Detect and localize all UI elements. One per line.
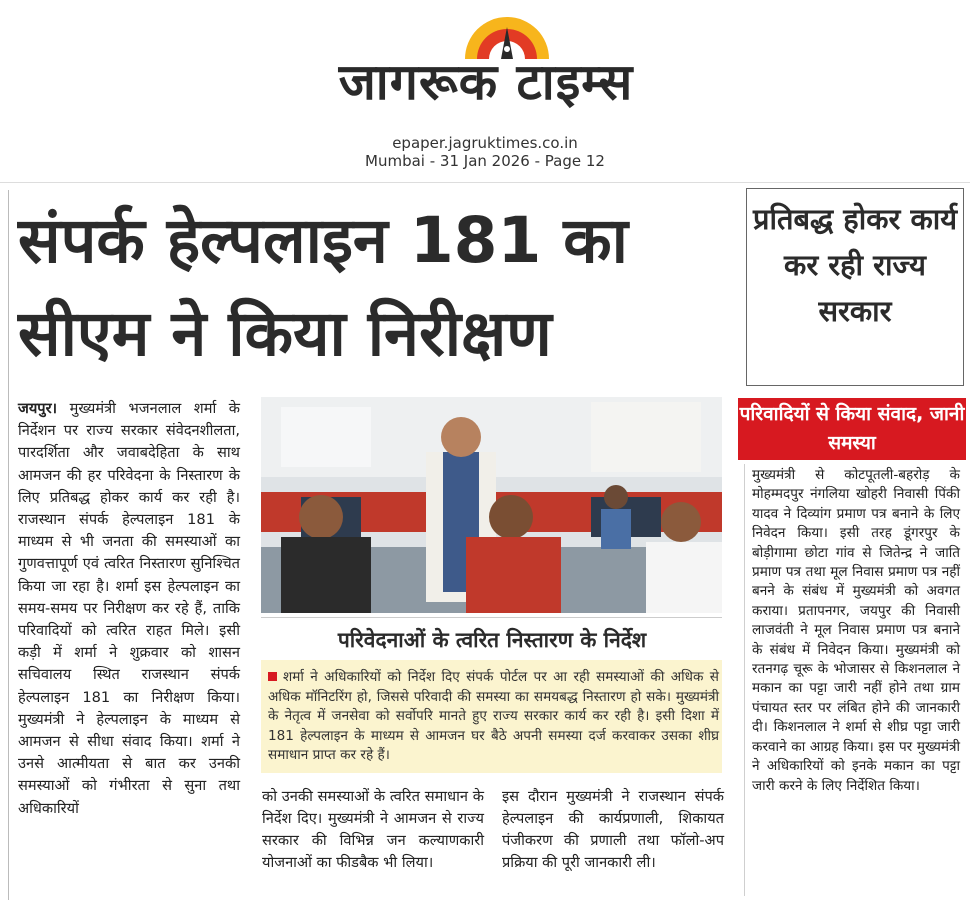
- logo-sun-icon: [461, 9, 553, 59]
- red-bullet-icon: [268, 672, 277, 681]
- headline-line-1: संपर्क हेल्पलाइन 181 का: [18, 204, 628, 277]
- header-divider: [0, 182, 970, 183]
- news-photo: [261, 397, 722, 613]
- highlight-text: [268, 668, 719, 766]
- right-column-body: मुख्यमंत्री से कोटपूतली-बहरोड़ के मोहम्मदपुर नंगलिया खोहरी निवासी पिंकी यादव ने दिव्यांग प्रमाण पत्र बनाने के लिए निवेदन किया। इसी तरह डूंगरपुर के बोड़ीगामा छोटा गांव से जितेन्द्र ने जाति प्रमाण पत्र तथा मूल निवास प्रमाण पत्र नहीं बनने के संबंध में मुख्यमंत्री को अवगत कराया। प्रतापनगर, जयपुर की निवासी लाजवंती ने मूल निवास प्रमाण पत्र बनाने के संबंध में निवेदन किया। मुख्यमंत्री को रतनगढ़ चूरू के भोजासर से किशनलाल ने मकान का पट्टा जारी नहीं होने तथा ग्राम पंचायत स्तर पर लंबित होने की जानकारी दी। किशनलाल ने शर्मा से शीघ्र पट्टा जारी करवाने का आग्रह किया। इस पर मुख्यमंत्री ने अधिकारियों को इनके मकान का पट्टा जारी करने के लिए निर्देशित किया।: [752, 467, 960, 794]
- right-column-heading: परिवादियों से किया संवाद, जानी समस्या: [739, 403, 965, 454]
- left-column: [18, 398, 240, 820]
- side-box-text: प्रतिबद्ध होकर कार्य कर रही राज्य सरकार: [752, 202, 958, 328]
- dateline: जयपुर।: [18, 400, 58, 417]
- highlight-body: शर्मा ने अधिकारियों को निर्देश दिए संपर्क पोर्टल पर आ रही समस्याओं की अधिक से अधिक मॉनिटरिंग हो, जिससे परिवादी की समस्या का समयबद्ध निस्तारण हो सके। मुख्यमंत्री के नेतृत्व में जनसेवा को सर्वोपरि मानते हुए राज्य सरकार कार्य कर रही है। इसी दिशा में 181 हेल्पलाइन के माध्यम से आमजन घर बैठे अपनी समस्या दर्ज करवाकर उसका शीघ्र समाधान प्राप्त कर रहे हैं।: [268, 669, 719, 764]
- left-column-body: मुख्यमंत्री भजनलाल शर्मा के निर्देशन पर राज्य सरकार संवेदनशीलता, पारदर्शिता और जवाबदेहिता के साथ आमजन की हर परिवेदना के निस्तारण के लिए प्रतिबद्ध होकर कार्य कर रही है। राजस्थान संपर्क हेल्पलाइन 181 के माध्यम से भी जनता की समस्याओं का गुणवत्तापूर्ण एवं त्वरित निस्तारण सुनिश्चित किया जा रहा है। शर्मा इस हेल्पलाइन का समय-समय पर निरीक्षण कर रहे हैं, ताकि परिवादियों को त्वरित राहत मिले। इसी कड़ी में शर्मा ने शुक्रवार को शासन सचिवालय स्थित राजस्थान संपर्क हेल्पलाइन 181 का निरीक्षण किया। मुख्यमंत्री ने हेल्पलाइन के माध्यम से आमजन से सीधा संवाद किया। शर्मा ने उनसे आत्मीयता से बात कर उनकी समस्याओं को गंभीरता से सुना तथा अधिकारियों: [18, 400, 241, 817]
- edition-line: Mumbai - 31 Jan 2026 - Page 12: [365, 152, 605, 170]
- middle-column-1: को उनकी समस्याओं के त्वरित समाधान के निर्देश दिए। मुख्यमंत्री ने आमजन से राज्य सरकार की विभिन्न जन कल्याणकारी योजनाओं का फीडबैक भी लिया।: [262, 788, 484, 871]
- left-column-rule: [8, 190, 9, 900]
- epaper-url: epaper.jagruktimes.co.in: [392, 134, 578, 152]
- subhead: परिवेदनाओं के त्वरित निस्तारण के निर्देश: [337, 628, 647, 652]
- logo-wordmark: जागरूक टाइम्स: [338, 53, 634, 111]
- headline-line-2: सीएम ने किया निरीक्षण: [18, 297, 552, 370]
- middle-column-2: इस दौरान मुख्यमंत्री ने राजस्थान संपर्क हेल्पलाइन की कार्यप्रणाली, शिकायत पंजीकरण की प्रणाली तथा फॉलो-अप प्रक्रिया की पूरी जानकारी ली।: [502, 788, 724, 871]
- subhead-rule: [261, 617, 722, 618]
- right-column-rule: [744, 464, 745, 896]
